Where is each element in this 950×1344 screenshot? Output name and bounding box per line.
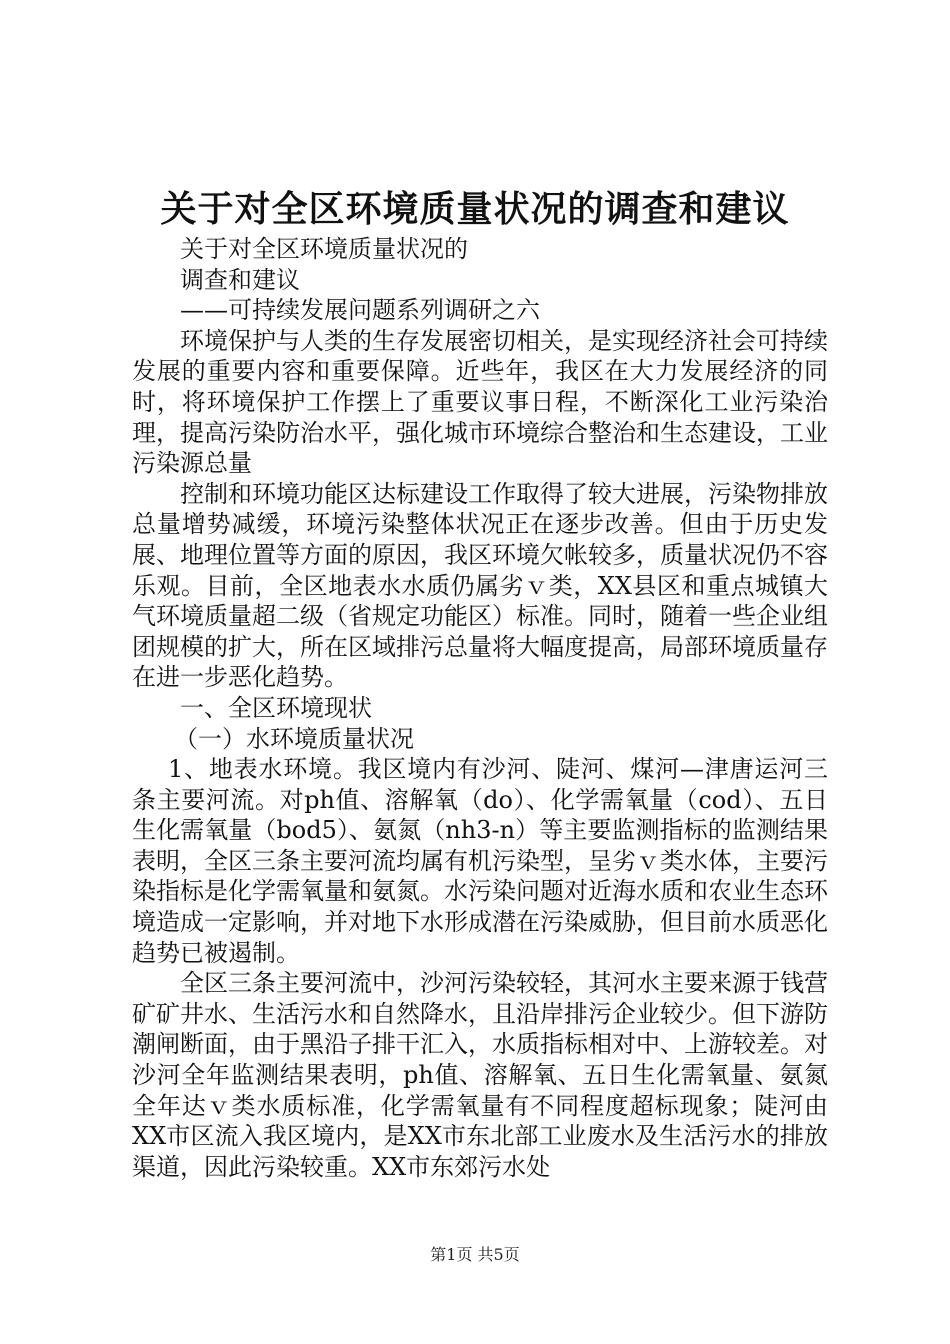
- section-heading-1: 一、全区环境现状: [180, 693, 372, 722]
- paragraph-intro: 环境保护与人类的生存发展密切相关，是实现经济社会可持续发展的重要内容和重要保障。近些年，我区在大力发展经济的同时，将环境保护工作摆上了重要议事日程，不断深化工业污染治理，提高污染防治水平，强化城市环境综合整治和生态建设，工业污染源总量: [132, 326, 828, 478]
- page-number-footer: 第1页 共5页: [430, 1245, 520, 1264]
- paragraph-progress: 控制和环境功能区达标建设工作取得了较大进展，污染物排放总量增势减缓，环境污染整体状况正在逐步改善。但由于历史发展、地理位置等方面的原因，我区环境欠帐较多，质量状况仍不容乐观。目前，全区地表水水质仍属劣ｖ类，XX县区和重点城镇大气环境质量超二级（省规定功能区）标准。同时，随着一些企业组团规模的扩大，所在区域排污总量将大幅度提高，局部环境质量存在进一步恶化趋势。: [132, 479, 828, 692]
- document-title: 关于对全区环境质量状况的调查和建议: [160, 188, 790, 230]
- paragraph-surface-water: 1、地表水环境。我区境内有沙河、陡河、煤河—津唐运河三条主要河流。对ph值、溶解氧（do）、化学需氧量（cod）、五日生化需氧量（bod5）、氨氮（nh3-n）等主要监测指标的监测结果表明，全区三条主要河流均属有机污染型，呈劣ｖ类水体，主要污染指标是化学需氧量和氨氮。水污染问题对近海水质和农业生态环境造成一定影响，并对地下水形成潜在污染威胁，但目前水质恶化趋势已被遏制。: [132, 755, 828, 967]
- subtitle-line-2: 调查和建议: [180, 265, 300, 294]
- subsection-heading-water: （一）水环境质量状况: [174, 724, 414, 753]
- series-line: ——可持续发展问题系列调研之六: [180, 296, 540, 325]
- document-body: [132, 234, 828, 1182]
- paragraph-rivers: 全区三条主要河流中，沙河污染较轻，其河水主要来源于钱营矿矿井水、生活污水和自然降水，且沿岸排污企业较少。但下游防潮闸断面，由于黑沿子排干汇入，水质指标相对中、上游较差。对沙河全年监测结果表明，ph值、溶解氧、五日生化需氧量、氨氮全年达ｖ类水质标准，化学需氧量有不同程度超标现象；陡河由XX市区流入我区境内，是XX市东北部工业废水及生活污水的排放渠道，因此污染较重。XX市东郊污水处: [132, 969, 828, 1181]
- subtitle-line-1: 关于对全区环境质量状况的: [180, 235, 468, 263]
